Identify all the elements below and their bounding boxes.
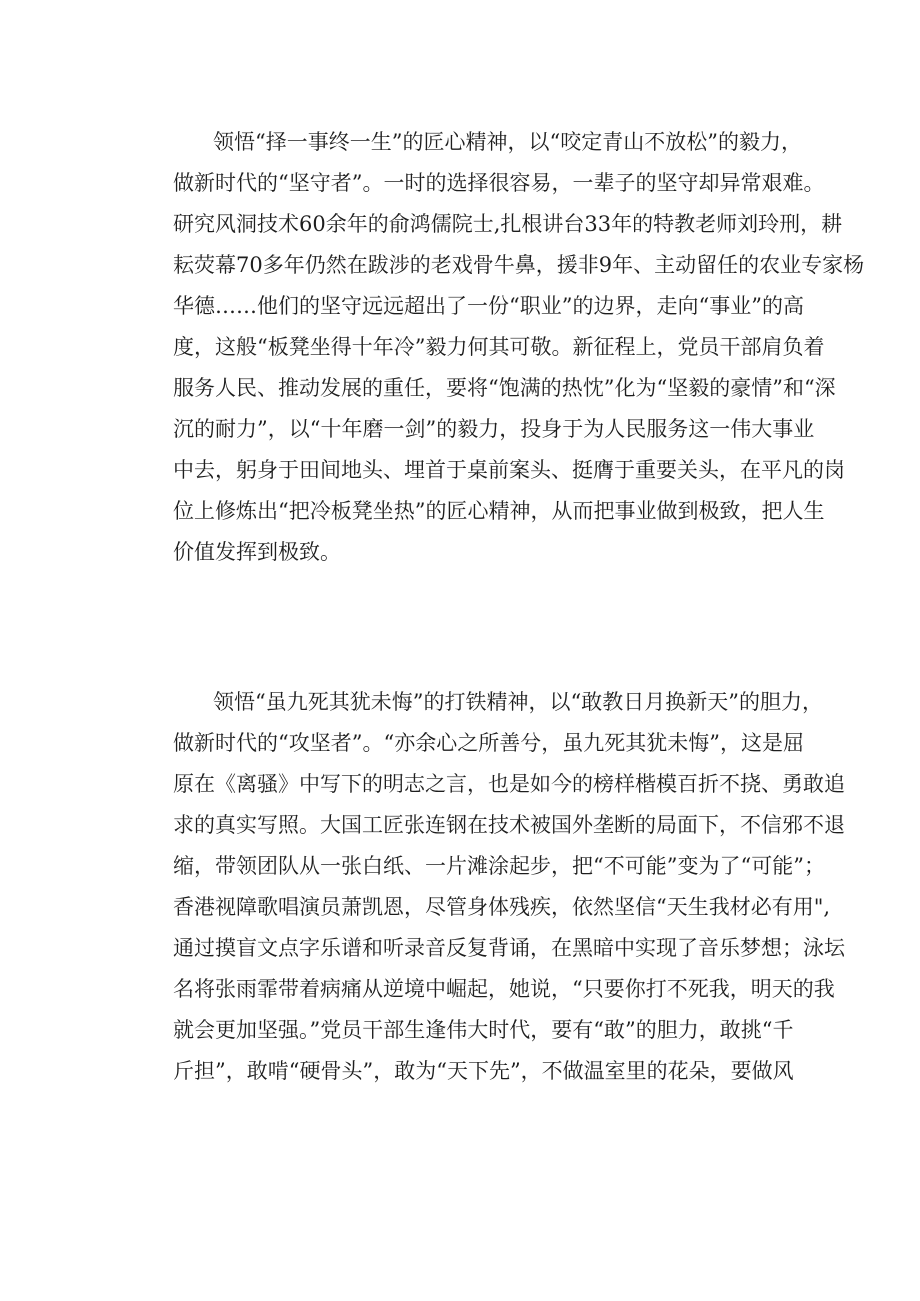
paragraph-line: 研究风洞技术60余年的俞鸿儒院士,扎根讲台33年的特教老师刘玲刑，耕 [173, 212, 843, 236]
paragraph-line: 领悟“虽九死其犹未悔”的打铁精神，以“敢教日月换新天”的胆力， [213, 690, 823, 714]
paragraph-line: 度，这般“板凳坐得十年冷”毅力何其可敬。新征程上，党员干部肩负着 [173, 335, 825, 359]
paragraph-line: 耘荧幕70多年仍然在跋涉的老戏骨牛鼻，援非9年、主动留任的农业专家杨 [173, 253, 865, 277]
paragraph-line: 领悟“择一事终一生”的匠心精神，以“咬定青山不放松”的毅力， [213, 130, 802, 154]
paragraph-line: 缩，带领团队从一张白纸、一片滩涂起步，把“不可能”变为了“可能”； [173, 854, 825, 878]
paragraph-line: 服务人民、推动发展的重任，要将“饱满的热忱”化为“坚毅的豪情”和“深 [173, 376, 836, 400]
paragraph-line: 斤担”，敢啃“硬骨头”，敢为“天下先”，不做温室里的花朵，要做风 [173, 1059, 794, 1083]
paragraph-line: 原在《离骚》中写下的明志之言，也是如今的榜样楷模百折不挠、勇敢追 [173, 772, 845, 796]
paragraph-line: 名将张雨霏带着病痛从逆境中崛起，她说，“只要你打不死我，明天的我 [173, 977, 835, 1001]
paragraph-line: 华德……他们的坚守远远超出了一份“职业”的边界，走向“事业”的高 [173, 294, 804, 318]
paragraph-line: 做新时代的“攻坚者”。“亦余心之所善兮，虽九死其犹未悔”，这是屈 [173, 731, 804, 755]
paragraph-line: 香港视障歌唱演员萧凯恩，尽管身体残疾，依然坚信“天生我材必有用", [173, 895, 831, 919]
paragraph-line: 做新时代的“坚守者”。一时的选择很容易，一辈子的坚守却异常艰难。 [173, 171, 825, 195]
paragraph-line: 求的真实写照。大国工匠张连钢在技术被国外垄断的局面下，不信邪不退 [173, 813, 845, 837]
paragraph-line: 就会更加坚强。”党员干部生逢伟大时代，要有“敢”的胆力，敢挑“千 [173, 1018, 794, 1042]
paragraph-line: 沉的耐力”，以“十年磨一剑”的毅力，投身于为人民服务这一伟大事业 [173, 417, 815, 441]
paragraph-line: 通过摸盲文点字乐谱和听录音反复背诵，在黑暗中实现了音乐梦想；泳坛 [173, 936, 845, 960]
paragraph-line: 位上修炼出“把冷板凳坐热”的匠心精神，从而把事业做到极致，把人生 [173, 499, 825, 523]
paragraph-line: 价值发挥到极致。 [173, 540, 341, 564]
paragraph-line: 中去，躬身于田间地头、埋首于桌前案头、挺膺于重要关头，在平凡的岗 [173, 458, 845, 482]
